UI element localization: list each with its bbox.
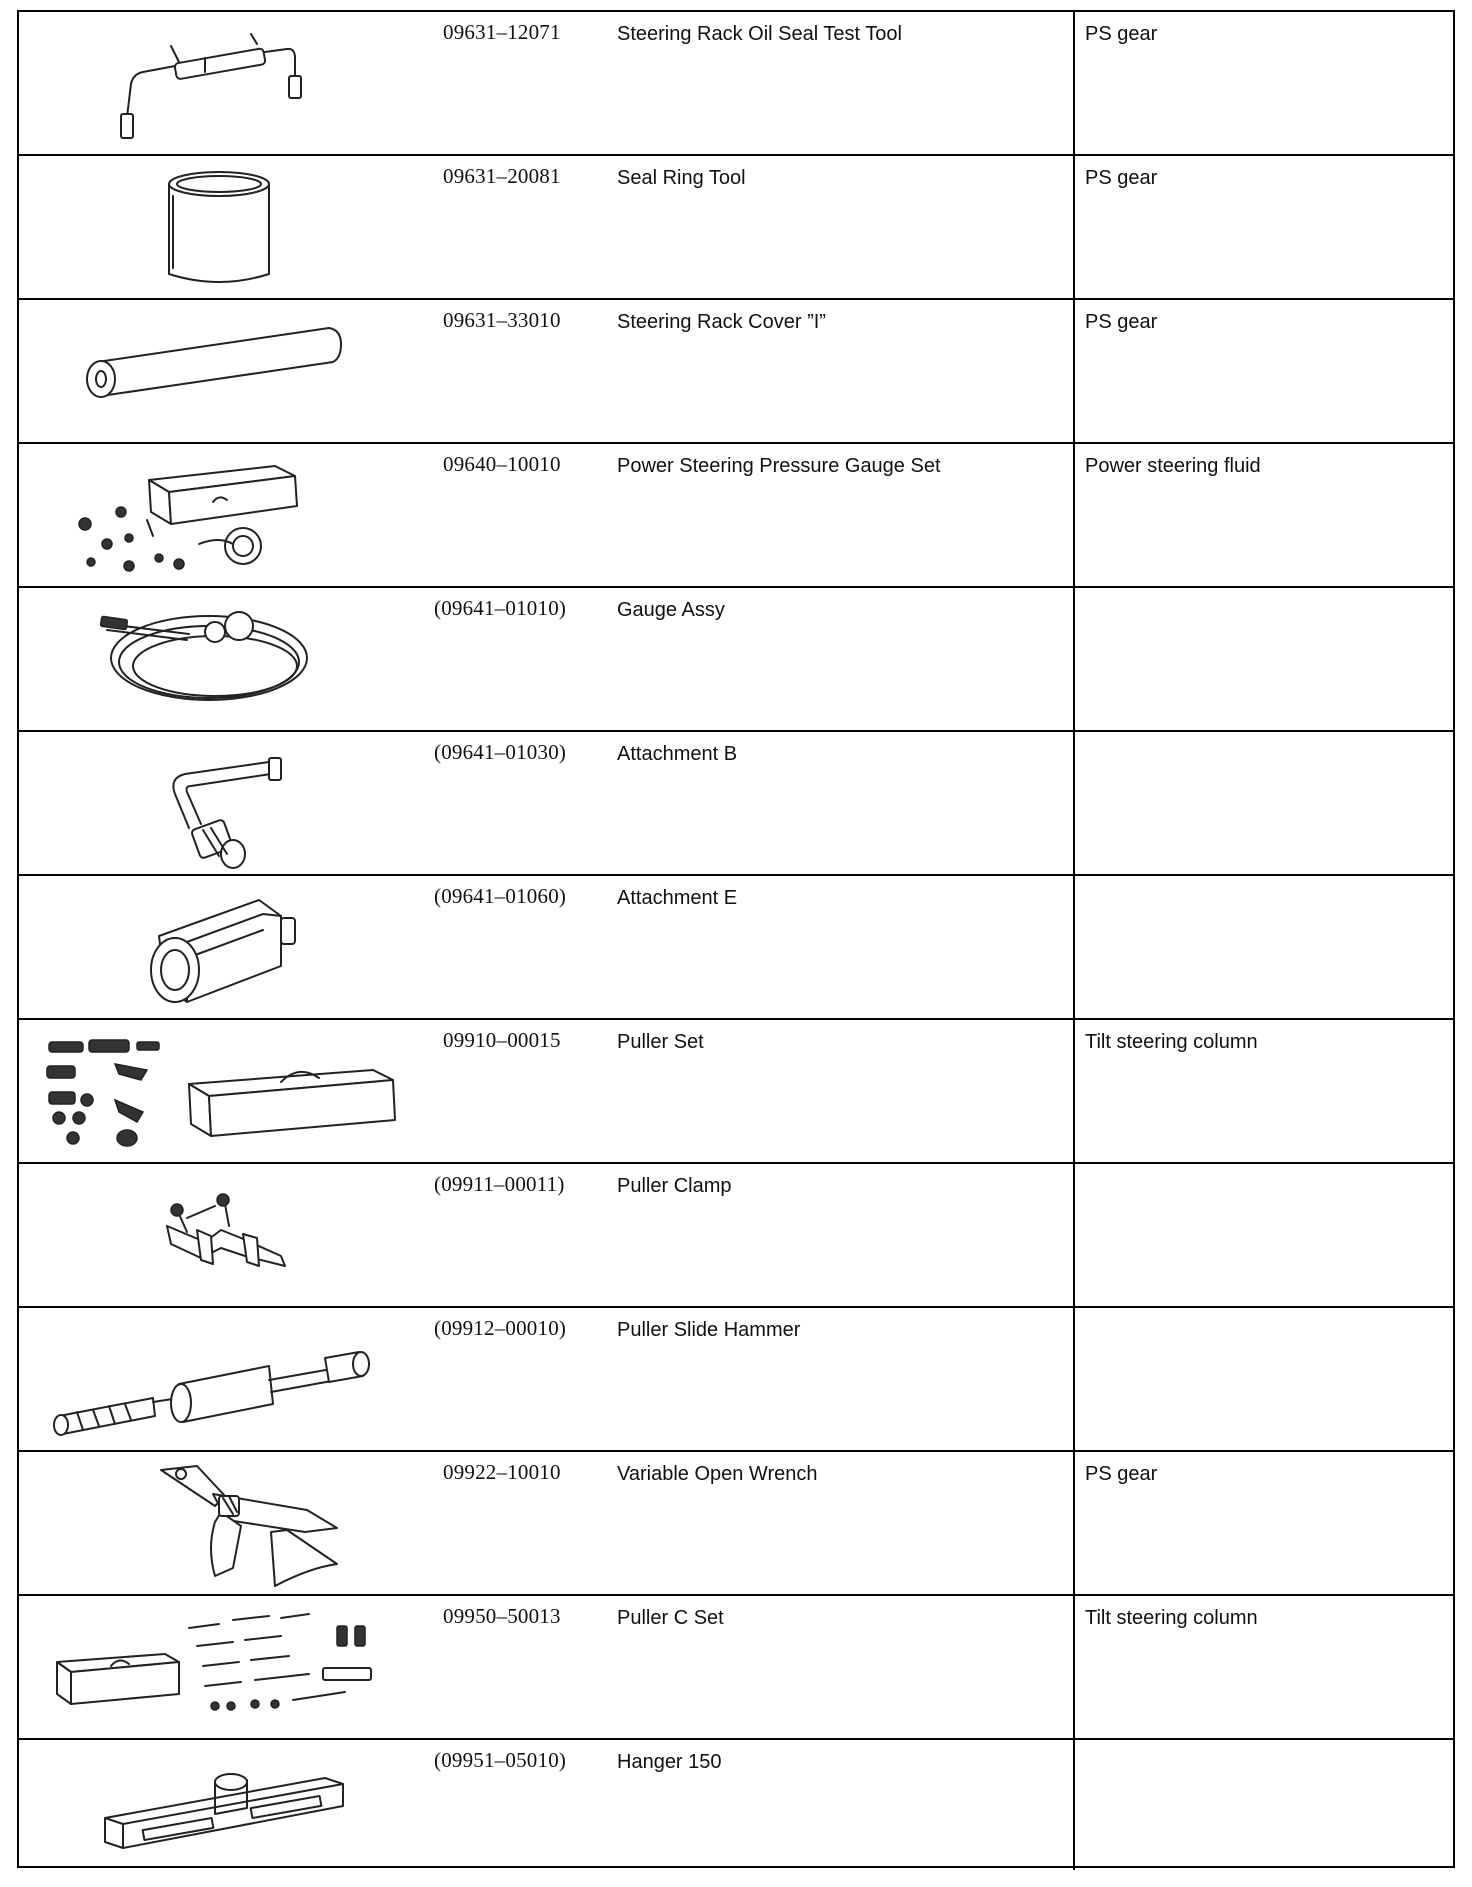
- usage-note: Tilt steering column: [1085, 1607, 1258, 1629]
- bent-pipe-attachment-icon: [19, 732, 439, 874]
- table-row: [19, 1020, 1453, 1164]
- table-row: [19, 1452, 1453, 1596]
- test-tool-pipe-icon: [19, 12, 439, 154]
- table-row: [19, 12, 1453, 156]
- part-number: 09922–10010: [443, 1460, 561, 1484]
- table-row: [19, 588, 1453, 732]
- column-divider: [1073, 1452, 1075, 1594]
- table-row: [19, 1164, 1453, 1308]
- table-row: [19, 732, 1453, 876]
- column-divider: [1073, 876, 1075, 1018]
- slide-hammer-icon: [19, 1308, 439, 1450]
- puller-clamp-icon: [19, 1164, 439, 1306]
- part-number: 09640–10010: [443, 452, 561, 476]
- part-number: 09631–12071: [443, 20, 561, 44]
- table-row: [19, 156, 1453, 300]
- column-divider: [1073, 732, 1075, 874]
- part-number: (09641–01030): [434, 740, 567, 764]
- part-number: 09950–50013: [443, 1604, 561, 1628]
- tool-name: Attachment E: [617, 887, 738, 909]
- table-row: [19, 300, 1453, 444]
- puller-set-case-icon: [19, 1020, 439, 1162]
- tool-name: Puller Set: [617, 1031, 704, 1053]
- part-number: 09910–00015: [443, 1028, 561, 1052]
- part-number: (09641–01060): [434, 884, 567, 908]
- part-number: (09912–00010): [434, 1316, 567, 1340]
- usage-note: PS gear: [1085, 311, 1158, 333]
- tool-name: Puller Slide Hammer: [617, 1319, 801, 1341]
- tool-name: Steering Rack Oil Seal Test Tool: [617, 23, 902, 45]
- column-divider: [1073, 1308, 1075, 1450]
- usage-note: PS gear: [1085, 1463, 1158, 1485]
- part-number: (09951–05010): [434, 1748, 567, 1772]
- hanger-bar-icon: [19, 1740, 439, 1882]
- table-row: [19, 1596, 1453, 1740]
- column-divider: [1073, 588, 1075, 730]
- gauge-hose-icon: [19, 588, 439, 730]
- table-row: [19, 444, 1453, 588]
- table-row: [19, 1740, 1453, 1870]
- tool-name: Steering Rack Cover ”I”: [617, 311, 826, 333]
- usage-note: PS gear: [1085, 167, 1158, 189]
- column-divider: [1073, 1740, 1075, 1870]
- usage-note: PS gear: [1085, 23, 1158, 45]
- hex-adapter-icon: [19, 876, 439, 1018]
- tool-name: Seal Ring Tool: [617, 167, 746, 189]
- special-tools-table: [17, 10, 1455, 1868]
- part-number: (09641–01010): [434, 596, 567, 620]
- table-row: [19, 1308, 1453, 1452]
- adjustable-wrench-icon: [19, 1452, 439, 1594]
- tool-name: Hanger 150: [617, 1751, 722, 1773]
- tool-name: Attachment B: [617, 743, 738, 765]
- rack-cover-tube-icon: [19, 300, 439, 442]
- seal-ring-sleeve-icon: [19, 156, 439, 298]
- part-number: 09631–20081: [443, 164, 561, 188]
- column-divider: [1073, 1596, 1075, 1738]
- column-divider: [1073, 1020, 1075, 1162]
- part-number: (09911–00011): [434, 1172, 565, 1196]
- tool-name: Gauge Assy: [617, 599, 725, 621]
- column-divider: [1073, 444, 1075, 586]
- column-divider: [1073, 1164, 1075, 1306]
- column-divider: [1073, 12, 1075, 154]
- gauge-set-case-icon: [19, 444, 439, 586]
- column-divider: [1073, 300, 1075, 442]
- puller-c-set-icon: [19, 1596, 439, 1738]
- tool-name: Puller Clamp: [617, 1175, 732, 1197]
- part-number: 09631–33010: [443, 308, 561, 332]
- tool-name: Power Steering Pressure Gauge Set: [617, 455, 941, 477]
- tool-name: Variable Open Wrench: [617, 1463, 818, 1485]
- column-divider: [1073, 156, 1075, 298]
- usage-note: Power steering fluid: [1085, 455, 1261, 477]
- tool-name: Puller C Set: [617, 1607, 724, 1629]
- table-row: [19, 876, 1453, 1020]
- usage-note: Tilt steering column: [1085, 1031, 1258, 1053]
